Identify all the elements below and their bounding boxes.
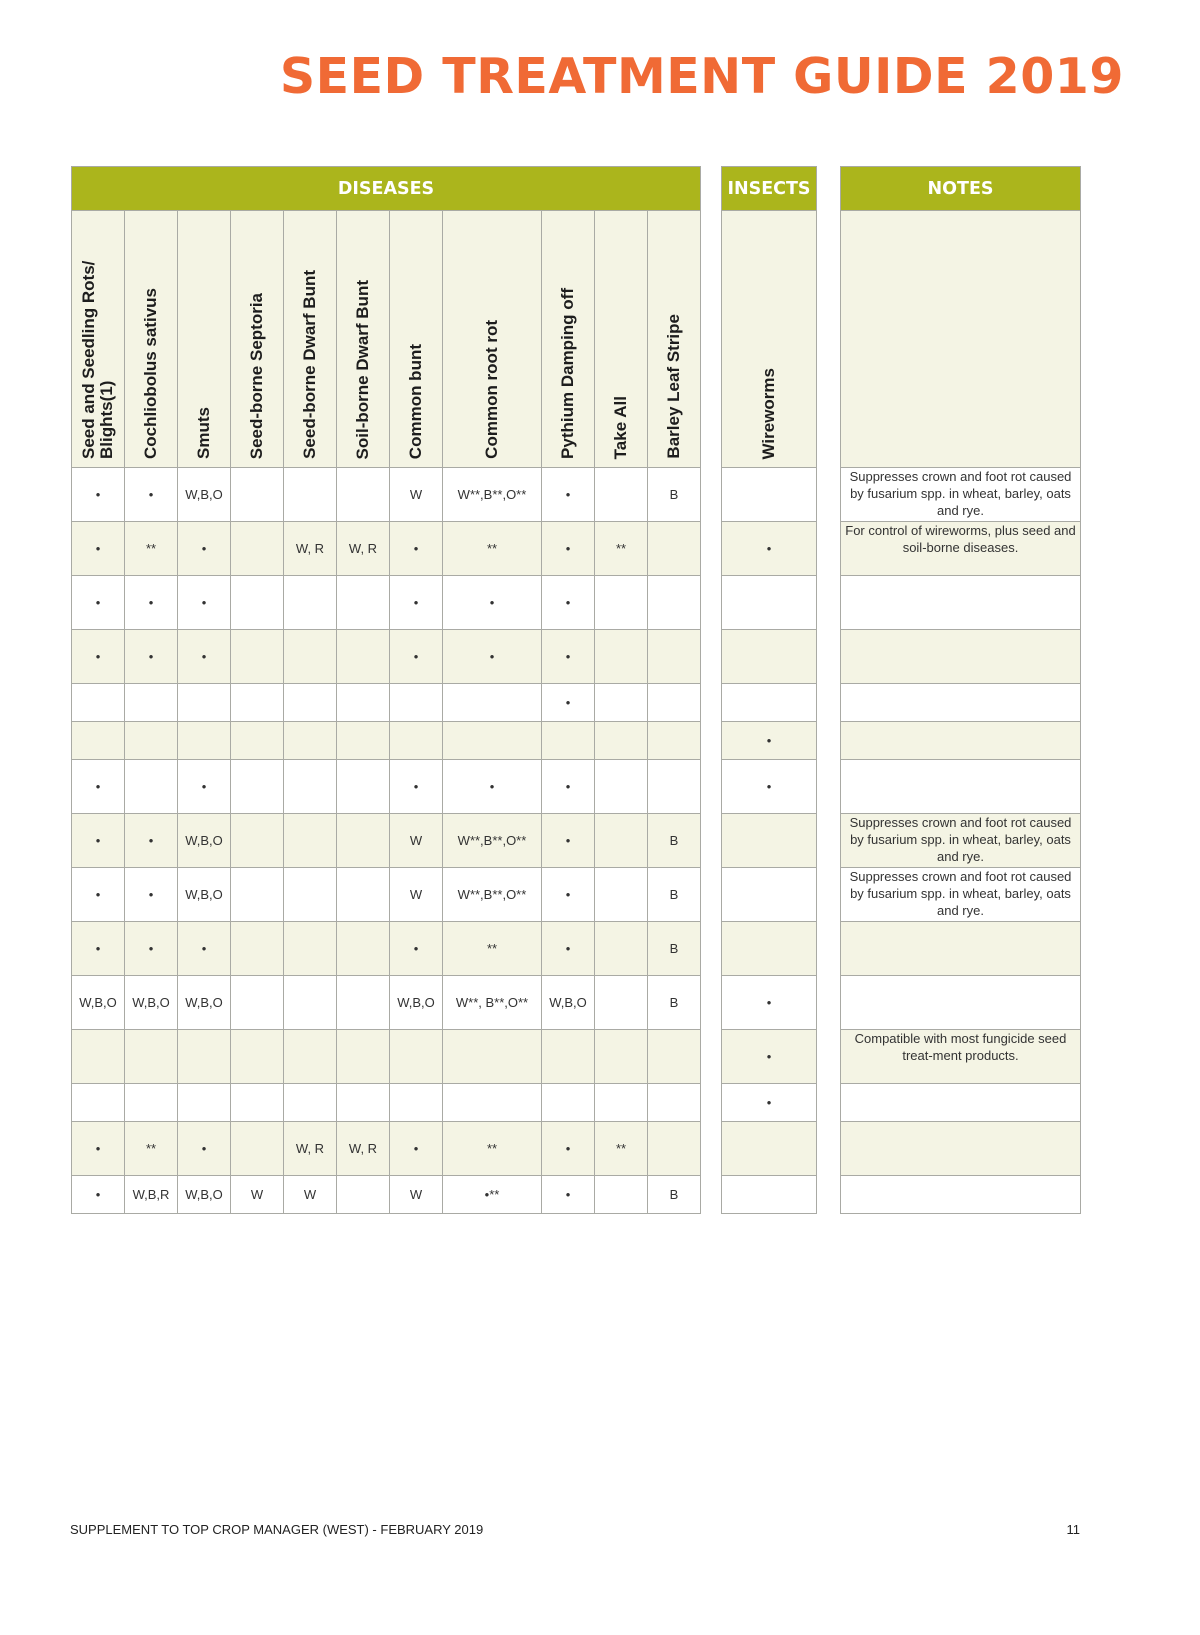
table-row — [72, 760, 701, 814]
table-cell — [595, 1176, 648, 1214]
table-cell — [542, 1030, 595, 1084]
table-cell: ** — [443, 522, 542, 576]
table-row — [841, 1084, 1081, 1122]
table-cell — [337, 760, 390, 814]
table-cell: • — [542, 630, 595, 684]
table-cell — [722, 922, 817, 976]
table-cell — [231, 760, 284, 814]
column-header — [337, 211, 390, 468]
table-cell — [284, 684, 337, 722]
table-cell — [125, 1030, 178, 1084]
table-cell — [231, 522, 284, 576]
table-cell — [337, 630, 390, 684]
table-row — [722, 760, 817, 814]
table-cell: W,B,R — [125, 1176, 178, 1214]
table-cell — [231, 722, 284, 760]
table-cell: ** — [125, 1122, 178, 1176]
table-cell: B — [648, 868, 701, 922]
table-cell — [72, 684, 125, 722]
table-cell: • — [178, 630, 231, 684]
table-cell: • — [443, 760, 542, 814]
table-cell: B — [648, 468, 701, 522]
table-cell — [542, 1084, 595, 1122]
table-cell — [648, 684, 701, 722]
table-cell: B — [648, 976, 701, 1030]
page-title: SEED TREATMENT GUIDE 2019 — [279, 48, 1124, 105]
table-row — [841, 922, 1081, 976]
column-header — [178, 211, 231, 468]
table-cell: W — [231, 1176, 284, 1214]
table-cell: • — [722, 760, 817, 814]
table-cell — [722, 630, 817, 684]
table-cell: ** — [595, 1122, 648, 1176]
table-cell — [72, 722, 125, 760]
table-row — [722, 468, 817, 522]
table-row — [841, 722, 1081, 760]
table-cell — [595, 722, 648, 760]
table-cell — [337, 1030, 390, 1084]
table-cell: • — [178, 922, 231, 976]
table-cell — [178, 1030, 231, 1084]
column-header-label: Smuts — [194, 407, 213, 459]
table-cell: • — [542, 760, 595, 814]
table-cell — [595, 868, 648, 922]
table-cell — [337, 868, 390, 922]
table-cell: • — [722, 1030, 817, 1084]
column-header-label: Common root rot — [482, 320, 501, 459]
table-row — [72, 522, 701, 576]
table-cell — [178, 722, 231, 760]
table-cell — [648, 630, 701, 684]
column-header-label: Common bunt — [406, 343, 425, 459]
table-cell — [284, 922, 337, 976]
column-header-label: Seed and Seedling Rots/ Blights(1) — [79, 260, 116, 459]
table-cell — [284, 1084, 337, 1122]
column-header-label: Seed-borne Dwarf Bunt — [300, 270, 319, 459]
table-cell — [443, 684, 542, 722]
table-row — [722, 1030, 817, 1084]
column-header — [443, 211, 542, 468]
insects-table — [721, 166, 817, 1214]
table-cell: • — [722, 522, 817, 576]
table-row — [72, 722, 701, 760]
table-cell: • — [72, 760, 125, 814]
table-cell: W,B,O — [390, 976, 443, 1030]
table-cell: • — [542, 576, 595, 630]
column-header-label: Take All — [611, 395, 630, 459]
table-cell — [284, 576, 337, 630]
table-row — [841, 1122, 1081, 1176]
table-row — [72, 468, 701, 522]
table-cell — [284, 814, 337, 868]
note-cell — [841, 576, 1081, 630]
note-cell — [841, 760, 1081, 814]
note-cell — [841, 1122, 1081, 1176]
table-cell: • — [542, 922, 595, 976]
table-cell: • — [390, 922, 443, 976]
table-cell — [284, 722, 337, 760]
table-row — [841, 1176, 1081, 1214]
table-cell — [231, 868, 284, 922]
table-cell — [337, 814, 390, 868]
note-cell: Suppresses crown and foot rot caused by fusarium spp. in wheat, barley, oats and rye. — [841, 468, 1081, 522]
table-cell: W,B,O — [178, 468, 231, 522]
note-cell — [841, 1176, 1081, 1214]
table-cell — [72, 1084, 125, 1122]
table-cell — [284, 468, 337, 522]
table-row — [72, 576, 701, 630]
table-row — [722, 976, 817, 1030]
table-cell: W — [390, 1176, 443, 1214]
table-cell: • — [72, 1176, 125, 1214]
table-cell — [390, 684, 443, 722]
table-cell: • — [542, 868, 595, 922]
table-cell: • — [542, 684, 595, 722]
table-cell — [125, 760, 178, 814]
table-cell — [390, 1030, 443, 1084]
table-cell: • — [72, 576, 125, 630]
column-header-label: Barley Leaf Stripe — [664, 314, 684, 459]
table-cell: B — [648, 814, 701, 868]
table-cell — [595, 1030, 648, 1084]
note-cell: Suppresses crown and foot rot caused by fusarium spp. in wheat, barley, oats and rye. — [841, 868, 1081, 922]
table-cell: • — [443, 576, 542, 630]
table-cell: • — [178, 576, 231, 630]
table-cell: W,B,O — [542, 976, 595, 1030]
table-row — [722, 684, 817, 722]
note-cell — [841, 976, 1081, 1030]
table-cell — [595, 630, 648, 684]
table-row — [722, 522, 817, 576]
table-cell: W, R — [284, 522, 337, 576]
table-cell — [231, 630, 284, 684]
table-cell — [284, 760, 337, 814]
column-header — [231, 211, 284, 468]
table-cell: • — [72, 922, 125, 976]
table-cell: W — [284, 1176, 337, 1214]
table-cell: • — [72, 814, 125, 868]
table-cell: W, R — [337, 522, 390, 576]
table-cell — [390, 1084, 443, 1122]
table-row — [722, 722, 817, 760]
table-cell — [443, 722, 542, 760]
table-cell — [231, 684, 284, 722]
table-cell — [595, 760, 648, 814]
table-cell — [595, 1084, 648, 1122]
table-row — [722, 1122, 817, 1176]
note-cell — [841, 722, 1081, 760]
table-row — [72, 1084, 701, 1122]
table-cell — [595, 814, 648, 868]
table-row — [841, 814, 1081, 868]
table-cell: W**,B**,O** — [443, 468, 542, 522]
table-row — [841, 1030, 1081, 1084]
note-cell — [841, 922, 1081, 976]
table-row — [841, 868, 1081, 922]
table-cell: W,B,O — [178, 976, 231, 1030]
column-header-label: Soil-borne Dwarf Bunt — [353, 279, 372, 459]
table-row — [722, 868, 817, 922]
table-cell: • — [125, 922, 178, 976]
table-cell — [231, 1030, 284, 1084]
table-cell — [337, 1084, 390, 1122]
table-cell — [125, 722, 178, 760]
table-row — [841, 760, 1081, 814]
notes-header: NOTES — [841, 167, 1081, 211]
table-cell — [648, 1122, 701, 1176]
table-cell: W,B,O — [178, 814, 231, 868]
note-cell: For control of wireworms, plus seed and soil-borne diseases. — [841, 522, 1081, 576]
table-cell: • — [542, 1176, 595, 1214]
table-row — [722, 814, 817, 868]
table-cell — [337, 922, 390, 976]
table-row — [722, 1084, 817, 1122]
column-header — [595, 211, 648, 468]
table-row — [72, 630, 701, 684]
table-cell — [284, 868, 337, 922]
note-cell: Suppresses crown and foot rot caused by fusarium spp. in wheat, barley, oats and rye. — [841, 814, 1081, 868]
table-cell: • — [390, 576, 443, 630]
table-cell — [337, 976, 390, 1030]
table-row — [841, 684, 1081, 722]
diseases-table — [71, 166, 701, 1214]
table-cell — [722, 684, 817, 722]
table-cell — [231, 576, 284, 630]
table-cell — [648, 576, 701, 630]
table-cell: W — [390, 868, 443, 922]
table-cell: • — [722, 1084, 817, 1122]
column-header — [390, 211, 443, 468]
table-row — [841, 976, 1081, 1030]
table-cell: • — [125, 576, 178, 630]
table-row — [72, 1122, 701, 1176]
table-cell — [595, 468, 648, 522]
table-cell — [284, 976, 337, 1030]
table-cell: W**, B**,O** — [443, 976, 542, 1030]
table-row — [72, 868, 701, 922]
table-cell: • — [125, 814, 178, 868]
table-cell — [595, 684, 648, 722]
table-cell: W,B,O — [125, 976, 178, 1030]
table-cell: • — [72, 868, 125, 922]
column-header-label: Wireworms — [759, 367, 778, 459]
table-cell: ** — [443, 1122, 542, 1176]
table-cell — [722, 1176, 817, 1214]
table-cell — [231, 976, 284, 1030]
column-header — [648, 211, 701, 468]
table-cell — [231, 922, 284, 976]
table-cell: B — [648, 1176, 701, 1214]
page-number: 11 — [1066, 1522, 1080, 1537]
table-cell — [337, 722, 390, 760]
table-cell: W**,B**,O** — [443, 868, 542, 922]
table-cell — [337, 684, 390, 722]
table-cell: ** — [125, 522, 178, 576]
table-cell: B — [648, 922, 701, 976]
table-cell: • — [443, 630, 542, 684]
table-cell — [648, 522, 701, 576]
table-cell — [595, 922, 648, 976]
table-cell — [337, 576, 390, 630]
table-cell: • — [722, 976, 817, 1030]
table-cell — [443, 1084, 542, 1122]
table-cell: • — [178, 760, 231, 814]
table-cell — [648, 1084, 701, 1122]
table-cell: • — [542, 522, 595, 576]
table-cell — [231, 468, 284, 522]
table-cell — [542, 722, 595, 760]
table-cell — [722, 1122, 817, 1176]
table-cell: • — [722, 722, 817, 760]
table-row — [722, 630, 817, 684]
notes-table — [840, 166, 1081, 1214]
column-header — [284, 211, 337, 468]
footer-publication: SUPPLEMENT TO TOP CROP MANAGER (WEST) - FEBRUARY 2019 — [70, 1522, 484, 1537]
table-cell — [595, 976, 648, 1030]
table-cell — [284, 1030, 337, 1084]
table-row — [72, 922, 701, 976]
table-cell: • — [72, 468, 125, 522]
table-cell: W, R — [337, 1122, 390, 1176]
column-header — [722, 211, 817, 468]
table-cell — [595, 576, 648, 630]
table-cell: ** — [595, 522, 648, 576]
table-cell: • — [542, 814, 595, 868]
diseases-header: DISEASES — [72, 167, 701, 211]
table-cell: W, R — [284, 1122, 337, 1176]
table-row — [841, 522, 1081, 576]
table-cell — [722, 468, 817, 522]
table-row — [722, 922, 817, 976]
table-row — [72, 814, 701, 868]
table-cell: • — [390, 760, 443, 814]
table-cell: W,B,O — [178, 1176, 231, 1214]
table-cell: • — [178, 1122, 231, 1176]
note-cell — [841, 684, 1081, 722]
table-cell: • — [72, 1122, 125, 1176]
note-cell: Compatible with most fungicide seed treat-ment products. — [841, 1030, 1081, 1084]
column-header — [125, 211, 178, 468]
table-cell: • — [390, 1122, 443, 1176]
table-cell: W,B,O — [178, 868, 231, 922]
table-cell — [231, 1122, 284, 1176]
table-cell — [722, 814, 817, 868]
table-cell: • — [125, 868, 178, 922]
note-cell — [841, 1084, 1081, 1122]
table-cell — [125, 684, 178, 722]
table-cell: • — [125, 468, 178, 522]
table-row — [722, 576, 817, 630]
notes-column-header — [841, 211, 1081, 468]
column-header-label: Pythium Damping off — [558, 288, 577, 459]
table-row — [72, 1030, 701, 1084]
table-row — [841, 576, 1081, 630]
table-row — [841, 630, 1081, 684]
column-header — [72, 211, 125, 468]
table-cell — [648, 1030, 701, 1084]
table-cell: • — [390, 630, 443, 684]
note-cell — [841, 630, 1081, 684]
table-cell — [443, 1030, 542, 1084]
table-cell: • — [542, 468, 595, 522]
table-cell — [722, 576, 817, 630]
table-cell: • — [178, 522, 231, 576]
table-cell — [231, 814, 284, 868]
table-row — [72, 684, 701, 722]
table-cell: • — [390, 522, 443, 576]
table-row — [72, 976, 701, 1030]
table-cell: • — [72, 630, 125, 684]
insects-header: INSECTS — [722, 167, 817, 211]
table-cell — [231, 1084, 284, 1122]
table-cell: • — [72, 522, 125, 576]
table-cell: W — [390, 814, 443, 868]
table-cell: W — [390, 468, 443, 522]
table-cell — [125, 1084, 178, 1122]
table-cell: W,B,O — [72, 976, 125, 1030]
table-cell: • — [542, 1122, 595, 1176]
table-cell — [337, 1176, 390, 1214]
table-cell — [337, 468, 390, 522]
column-header-label: Cochliobolus sativus — [141, 288, 160, 459]
table-cell — [648, 722, 701, 760]
table-row — [722, 1176, 817, 1214]
table-row — [841, 468, 1081, 522]
table-cell: W**,B**,O** — [443, 814, 542, 868]
table-cell — [284, 630, 337, 684]
table-row — [72, 1176, 701, 1214]
table-cell — [178, 684, 231, 722]
column-header — [542, 211, 595, 468]
column-header-label: Seed-borne Septoria — [247, 292, 266, 459]
table-cell: • — [125, 630, 178, 684]
table-cell — [72, 1030, 125, 1084]
table-cell: •** — [443, 1176, 542, 1214]
table-cell: ** — [443, 922, 542, 976]
table-cell — [648, 760, 701, 814]
table-cell — [390, 722, 443, 760]
table-cell — [178, 1084, 231, 1122]
table-cell — [722, 868, 817, 922]
